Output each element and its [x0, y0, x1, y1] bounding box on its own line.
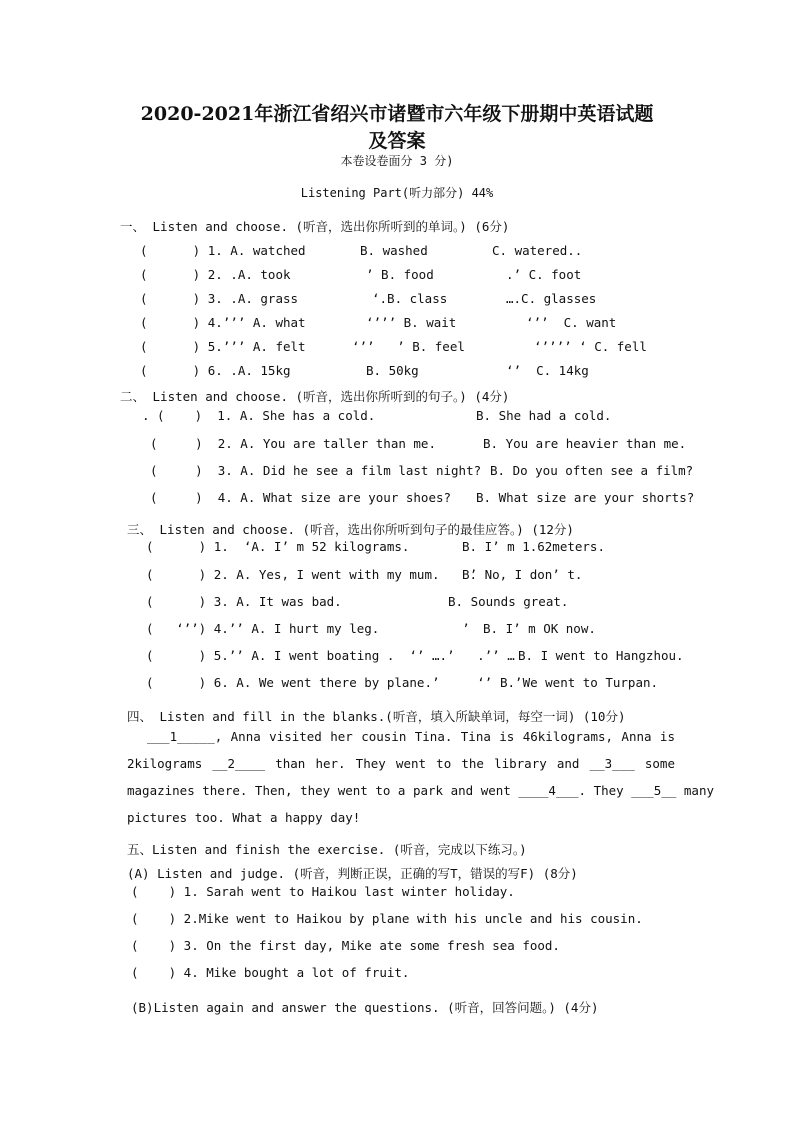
s1-item-1-b: B. washed: [360, 243, 428, 258]
s3-item-4-a: ( ‘’’) 4.’’ A. I hurt my leg. ’: [146, 621, 470, 636]
s3-item-2-a: ( ) 2. A. Yes, I went with my mum. ’: [146, 567, 478, 582]
s5a-item-1: ( ) 1. Sarah went to Haikou last winter holiday.: [131, 884, 515, 899]
s2-item-1-b: B. She had a cold.: [476, 408, 612, 423]
section4-heading: 四、 Listen and fill in the blanks.(听音，填入所缺单词，每空一词) (10分): [127, 709, 626, 724]
passage-line-4: pictures too. What a happy day!: [127, 810, 361, 825]
s1-item-1-c: C. watered..: [492, 243, 583, 258]
s1-item-3-a: ( ) 3. .A. grass: [140, 291, 299, 306]
section3-heading: 三、 Listen and choose. (听音，选出你所听到句子的最佳应答。) (12分): [127, 522, 574, 537]
s1-item-2-b: ’ B. food: [366, 267, 434, 282]
s2-item-4-a: ( ) 4. A. What size are your shoes?: [150, 490, 452, 505]
passage-line-2: 2kilograms __2____ than her. They went to the library and __3___ some: [127, 756, 675, 771]
s3-item-3-b: B. Sounds great.: [448, 594, 569, 609]
s1-item-5-b: ‘’’ ’ B. feel: [352, 339, 465, 354]
s2-item-3-a: ( ) 3. A. Did he see a film last night?: [150, 463, 482, 478]
s2-item-2-a: ( ) 2. A. You are taller than me.: [150, 436, 436, 451]
s1-item-1-a: ( ) 1. A. watched: [140, 243, 306, 258]
s5a-item-2: ( ) 2.Mike went to Haikou by plane with his uncle and his cousin.: [131, 911, 643, 926]
section5-partB-heading: (B)Listen again and answer the questions. (听音，回答问题。) (4分): [131, 1000, 599, 1015]
passage-line-3: magazines there. Then, they went to a park and went ____4___. They ___5__ many: [127, 783, 714, 798]
s5a-item-4: ( ) 4. Mike bought a lot of fruit.: [131, 965, 410, 980]
s1-item-3-b: ‘.B. class: [372, 291, 448, 306]
s1-item-5-c: ‘’’’’ ‘ C. fell: [534, 339, 647, 354]
s1-item-2-c: .’ C. foot: [506, 267, 582, 282]
s3-item-3-a: ( ) 3. A. It was bad.: [146, 594, 342, 609]
s2-item-3-b: B. Do you often see a film?: [490, 463, 694, 478]
s1-item-6-a: ( ) 6. .A. 15kg: [140, 363, 291, 378]
s1-item-4-c: ‘’’ C. want: [526, 315, 617, 330]
s1-item-4-a: ( ) 4.’’’ A. what: [140, 315, 306, 330]
title-line-1: 2020-2021年浙江省绍兴市诸暨市六年级下册期中英语试题: [140, 103, 654, 125]
s1-item-2-a: ( ) 2. .A. took: [140, 267, 291, 282]
subtitle: 本卷设卷面分 3 分): [340, 154, 454, 168]
section1-heading: 一、 Listen and choose. (听音，选出你所听到的单词。) (6分): [120, 219, 510, 234]
s1-item-5-a: ( ) 5.’’’ A. felt: [140, 339, 306, 354]
passage-line-1: ___1_____, Anna visited her cousin Tina. Tina is 46kilograms, Anna is: [147, 729, 675, 744]
listening-part-label: Listening Part(听力部分) 44%: [300, 186, 494, 200]
s1-item-3-c: ….C. glasses: [506, 291, 597, 306]
s5a-item-3: ( ) 3. On the first day, Mike ate some fresh sea food.: [131, 938, 560, 953]
section4-passage: [127, 723, 714, 831]
s3-item-1-a: ( ) 1. ‘A. I’ m 52 kilograms.: [146, 539, 410, 554]
s1-item-6-b: B. 50kg: [366, 363, 419, 378]
s3-item-6-b: B. We went to Turpan.: [500, 675, 659, 690]
s3-item-4-b: B. I’ m OK now.: [483, 621, 596, 636]
s3-item-5-a: ( ) 5.’’ A. I went boating . ‘’ ….’ .’’ …: [146, 648, 515, 663]
title-line-2: 及答案: [368, 130, 426, 152]
s3-item-1-b: B. I’ m 1.62meters.: [462, 539, 605, 554]
section5-heading: 五、Listen and finish the exercise. (听音，完成以下练习。): [127, 842, 527, 857]
section5-partA-heading: (A) Listen and judge. (听音，判断正误，正确的写T，错误的写F) (8分): [127, 866, 578, 881]
s1-item-6-c: ‘’ C. 14kg: [506, 363, 589, 378]
s2-item-2-b: B. You are heavier than me.: [483, 436, 687, 451]
s2-item-1-a: . ( ) 1. A. She has a cold.: [142, 408, 376, 423]
s3-item-5-b: B. I went to Hangzhou.: [518, 648, 684, 663]
s3-item-6-a: ( ) 6. A. We went there by plane.’ ‘’ ’: [146, 675, 523, 690]
s2-item-4-b: B. What size are your shorts?: [476, 490, 695, 505]
s1-item-4-b: ‘’’’ B. wait: [366, 315, 457, 330]
section2-heading: 二、 Listen and choose. (听音，选出你所听到的句子。) (4分): [120, 389, 510, 404]
s3-item-2-b: B. No, I don’ t.: [462, 567, 583, 582]
